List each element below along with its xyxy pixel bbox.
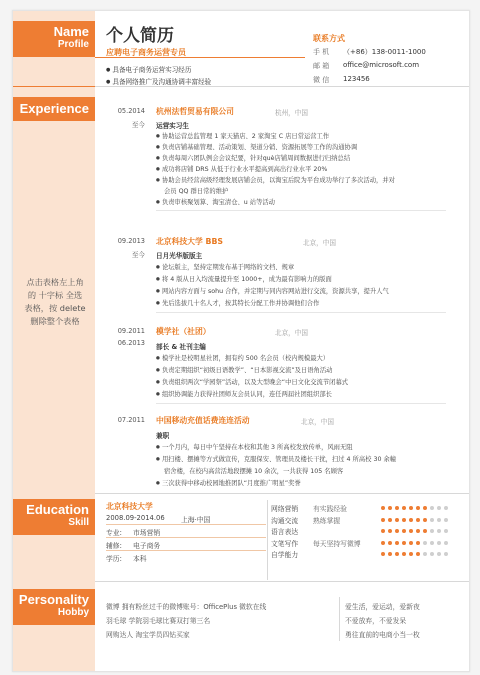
skill-level-dot	[430, 529, 434, 533]
section-tag-name	[13, 21, 95, 57]
exp-item: ● 组织协调能力获得社团师友会员认同，连任两届社团组织部长	[156, 389, 332, 398]
skill-level-dot	[388, 529, 392, 533]
skill-level-dot	[416, 506, 420, 510]
exp-item: ● 负责组织两次“学园祭”活动，以及大型晚会“中日文化交流节闭幕式	[156, 377, 348, 386]
exp-item: ● 负责审核聚划算、淘宝清仓、u 站等活动	[156, 197, 275, 206]
skill-level-dot	[437, 518, 441, 522]
skill-level-dot	[423, 552, 427, 556]
section-subtitle: Hobby	[57, 607, 89, 618]
contact-title: 联系方式	[313, 34, 345, 43]
skill-level-dot	[444, 518, 448, 522]
skill-level-dot	[409, 518, 413, 522]
exp-date-end: 至今	[131, 251, 145, 259]
skill-level-dot	[437, 552, 441, 556]
divider	[106, 550, 266, 551]
skill-level-dot	[395, 518, 399, 522]
edu-value: 本科	[133, 555, 147, 563]
hint-line: 点击表格左上角	[26, 277, 84, 287]
edu-city: 上海·中国	[181, 516, 211, 524]
contact-wechat: 123456	[343, 75, 370, 83]
skill-level-dot	[388, 541, 392, 545]
skill-level-dot	[430, 518, 434, 522]
exp-date-end: 至今	[131, 121, 145, 129]
exp-item: ● 协助运营总监管理 1 家天猫店、2 家淘宝 C 店日常运营工作	[156, 131, 329, 140]
motto-line: 不爱放弃，不爱发呆	[345, 617, 407, 625]
contact-label: 微 信	[313, 76, 330, 84]
edu-school: 北京科技大学	[106, 502, 153, 511]
skill-desc: 有实践经验	[313, 505, 347, 513]
exp-date-start: 09.2011	[117, 327, 145, 335]
section-subtitle: Skill	[68, 517, 89, 528]
section-title: Personality	[18, 592, 89, 607]
divider	[156, 210, 446, 211]
skill-level-dot	[388, 518, 392, 522]
contact-label: 邮 箱	[313, 62, 330, 70]
skill-level-dot	[416, 529, 420, 533]
hint-line: 表格，按 delete	[24, 303, 86, 313]
section-tag-experience	[13, 97, 95, 121]
resume-title: 个人简历	[106, 26, 174, 46]
exp-item: ● 负责定期组织“初级日语教学”、“日本影视交流”及日语角活动	[156, 365, 332, 374]
skill-level-dot	[437, 541, 441, 545]
skill-level-dot	[402, 506, 406, 510]
exp-org: 杭州法哲贸易有限公司	[156, 107, 234, 116]
skill-level-dot	[381, 506, 385, 510]
exp-item: ● 网站内容方面与 sohu 合作，并定期与同内容网站进行交流，资源共享，提升人气	[156, 286, 389, 295]
skill-level-dot	[423, 518, 427, 522]
exp-org: 中国移动充值话费连连活动	[156, 416, 250, 425]
edu-date: 2008.09-2014.06	[106, 514, 165, 522]
exp-role: 兼职	[156, 432, 170, 440]
table-hint	[19, 276, 91, 328]
motto-line: 爱生活，爱运动，爱新夜	[345, 603, 420, 611]
profile-bullet: ● 具备电子商务运营实习经历	[106, 64, 192, 74]
edu-value: 电子商务	[133, 542, 161, 550]
divider	[156, 312, 446, 313]
skill-level-dot	[381, 541, 385, 545]
skill-name: 语言表达	[271, 528, 299, 536]
exp-location: 北京，中国	[275, 329, 308, 337]
hobby-item: 微博 拥有粉丝过千的微博账号：OfficePlus 微软在线	[106, 603, 267, 611]
divider	[339, 597, 340, 641]
divider	[95, 86, 469, 87]
contact-phone: （+86）138-0011-1000	[343, 48, 426, 56]
divider	[95, 581, 469, 582]
section-tag-personality	[13, 589, 95, 625]
exp-item: 宿舍楼，在校内高营活地段摆摊 10 余次，一共获得 105 名顾客	[164, 468, 344, 475]
skill-level-dot	[430, 541, 434, 545]
exp-org: 北京科技大学 BBS	[156, 237, 223, 246]
exp-item: ● 用扫楼、摆摊等方式做宣传，克服保安、管理员及楼长干扰，扫过 4 所高校 30 余幢	[156, 454, 396, 463]
divider	[156, 403, 446, 404]
skill-level-dot	[444, 529, 448, 533]
skill-level-dot	[444, 506, 448, 510]
skill-level-dot	[381, 552, 385, 556]
edu-key: 专业:	[106, 529, 122, 537]
skill-level-dot	[395, 552, 399, 556]
skill-name: 网络营销	[271, 505, 299, 513]
exp-item: ● 负责每周六团队例会会议纪要，针对què店铺周间数据进行归纳总结	[156, 153, 350, 162]
skill-level-dot	[395, 506, 399, 510]
exp-date-start: 05.2014	[117, 107, 145, 115]
exp-role: 部长 & 社刊主编	[156, 343, 206, 351]
section-subtitle: Profile	[57, 39, 89, 50]
divider	[106, 537, 266, 538]
exp-item: ● 一个月内，每日中午坚持在本校和其他 3 所高校发放传单，风雨无阻	[156, 442, 353, 451]
edu-value: 市场营销	[133, 529, 161, 537]
exp-item: ● 论坛版主，坚持定期发布基于网络的文档、规章	[156, 262, 294, 271]
exp-location: 杭州，中国	[275, 109, 308, 117]
skill-level-dot	[402, 529, 406, 533]
skill-level-dot	[388, 552, 392, 556]
skill-level-dot	[416, 541, 420, 545]
divider	[95, 493, 469, 494]
exp-location: 北京，中国	[301, 418, 334, 426]
profile-bullet: ● 具备网络推广及沟通协调丰富经验	[106, 76, 211, 86]
resume-sheet	[12, 10, 470, 672]
exp-date-end: 06.2013	[117, 339, 145, 347]
skill-level-dot	[437, 506, 441, 510]
contact-label: 手 机	[313, 48, 330, 56]
section-title: Experience	[19, 101, 89, 116]
exp-item: ● 先后选拔几十名人才，按其特长分配工作并协调他们合作	[156, 298, 319, 307]
exp-item: ● 三次获得中移动校园地推团队“月度推广明星”奖誉	[156, 478, 301, 487]
skill-level-dot	[444, 552, 448, 556]
exp-item: ● 模学社是校明星社团，拥有约 500 名会员（校内规模最大）	[156, 353, 329, 362]
motto-line: 勇往直前的电商小当一枚	[345, 631, 420, 639]
skill-level-dot	[409, 506, 413, 510]
hint-line: 的 十字标 全选	[27, 290, 83, 300]
skill-level-dot	[409, 541, 413, 545]
divider	[267, 500, 268, 580]
skill-desc: 熟练掌握	[313, 516, 341, 525]
skill-level-dot	[395, 529, 399, 533]
exp-date-start: 07.2011	[117, 416, 145, 424]
edu-key: 学历:	[106, 555, 122, 563]
exp-item: 会员 QQ 群日常的维护	[164, 188, 229, 195]
skill-level-dot	[409, 552, 413, 556]
skill-level-dot	[402, 552, 406, 556]
skill-level-dot	[423, 506, 427, 510]
divider	[13, 86, 95, 87]
skill-level-dot	[444, 541, 448, 545]
section-title: Name	[53, 24, 89, 39]
exp-role: 运营实习生	[156, 122, 189, 130]
skill-level-dot	[423, 541, 427, 545]
skill-level-dot	[416, 552, 420, 556]
hobby-item: 羽毛球 学院羽毛球比赛双打第三名	[106, 617, 211, 625]
skill-name: 自学能力	[271, 551, 299, 559]
exp-item: ● 协助会员经营高级经理发展店铺会员，以淘宝后院为平台成功举行了多次活动，并对	[156, 175, 395, 184]
skill-desc: 每天坚持写微博	[313, 539, 361, 548]
divider	[106, 524, 266, 525]
exp-item: ● 成功将店铺 DRS 从低于行业水平提高到高出行业水平 20%	[156, 164, 327, 173]
skill-level-dot	[388, 506, 392, 510]
skill-level-dot	[430, 506, 434, 510]
exp-item: ● 将 4 版从日入均流量提升至 1000+，成为最有影响力的版面	[156, 274, 332, 283]
skill-name: 文笔写作	[271, 539, 299, 548]
skill-level-dot	[402, 541, 406, 545]
contact-email[interactable]: office@microsoft.com	[343, 61, 420, 69]
exp-item: ● 负责店铺基础管理、活动策划、渠道分销、资源拓展等工作的沟通协调	[156, 142, 357, 151]
skill-level-dot	[409, 529, 413, 533]
skill-level-dot	[381, 518, 385, 522]
exp-org: 模学社（社团）	[156, 327, 211, 336]
target-job: 应聘电子商务运营专员	[106, 48, 186, 57]
section-tag-education	[13, 499, 95, 535]
skill-level-dot	[437, 529, 441, 533]
skill-level-dot	[423, 529, 427, 533]
section-title: Education	[26, 502, 89, 517]
skill-level-dot	[430, 552, 434, 556]
skill-level-dot	[416, 518, 420, 522]
edu-key: 辅修:	[106, 542, 122, 550]
skill-level-dot	[395, 541, 399, 545]
exp-role: 日月光华版版主	[156, 252, 203, 260]
skill-name: 沟通交流	[271, 516, 299, 525]
skill-level-dot	[381, 529, 385, 533]
hint-line: 删除整个表格	[30, 316, 80, 326]
exp-date-start: 09.2013	[117, 237, 145, 245]
exp-location: 北京，中国	[303, 239, 336, 247]
skill-level-dot	[402, 518, 406, 522]
hobby-item: 网购达人 淘宝学员四钻买家	[106, 631, 190, 639]
